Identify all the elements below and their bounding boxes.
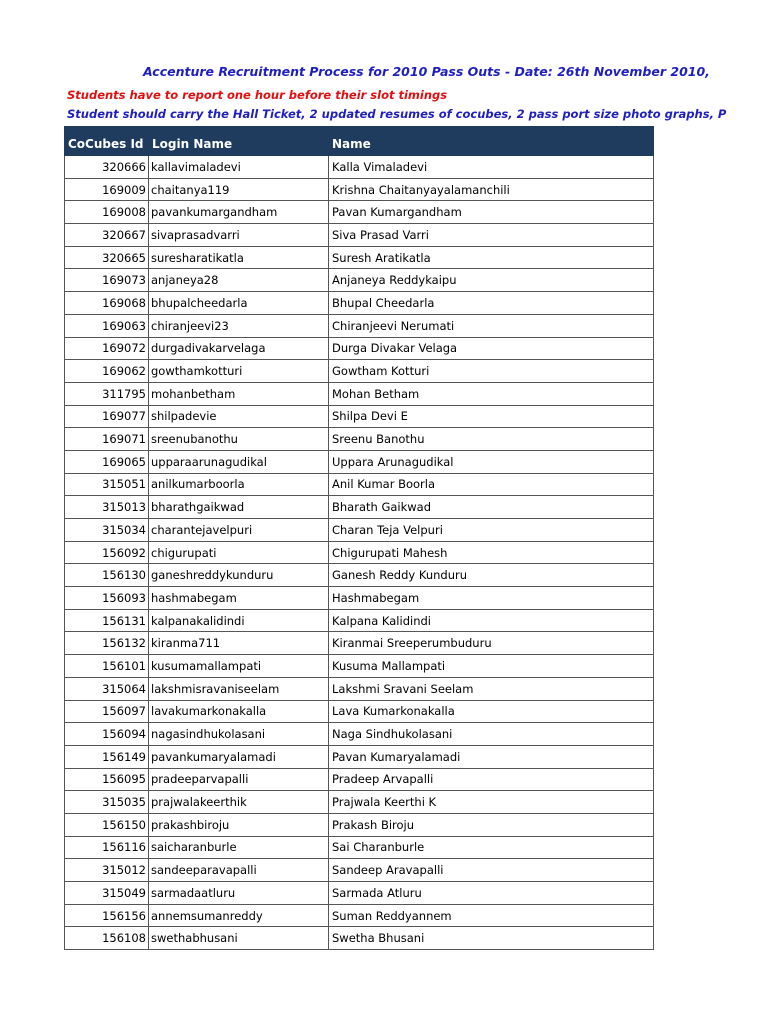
login-name-cell: nagasindhukolasani [149,723,329,746]
name-cell: Sreenu Banothu [329,428,654,451]
name-cell: Shilpa Devi E [329,405,654,428]
name-cell: Gowtham Kotturi [329,360,654,383]
cocubes-id-cell: 156095 [65,768,149,791]
table-row [65,246,654,269]
cocubes-id-cell: 320667 [65,224,149,247]
name-cell: Hashmabegam [329,587,654,610]
login-name-cell: bhupalcheedarla [149,292,329,315]
cocubes-id-cell: 156116 [65,836,149,859]
cocubes-id-cell: 169071 [65,428,149,451]
table-row [65,768,654,791]
name-cell: Naga Sindhukolasani [329,723,654,746]
table-row [65,882,654,905]
cocubes-id-cell: 169008 [65,201,149,224]
name-cell: Lakshmi Sravani Seelam [329,677,654,700]
login-name-cell: anilkumarboorla [149,473,329,496]
table-row [65,201,654,224]
cocubes-id-cell: 156097 [65,700,149,723]
cocubes-id-cell: 156130 [65,564,149,587]
name-cell: Chiranjeevi Nerumati [329,314,654,337]
login-name-cell: sivaprasadvarri [149,224,329,247]
name-cell: Durga Divakar Velaga [329,337,654,360]
table-row [65,745,654,768]
table-row [65,904,654,927]
login-name-cell: kalpanakalidindi [149,609,329,632]
login-name-cell: pradeeparvapalli [149,768,329,791]
cocubes-id-cell: 169072 [65,337,149,360]
name-cell: Sandeep Aravapalli [329,859,654,882]
table-header-row [65,127,654,156]
table-row [65,632,654,655]
table-row [65,927,654,950]
login-name-cell: ganeshreddykunduru [149,564,329,587]
login-name-cell: kusumamallampati [149,655,329,678]
column-header-login-name: Login Name [149,127,329,156]
name-cell: Sarmada Atluru [329,882,654,905]
login-name-cell: chigurupati [149,541,329,564]
name-cell: Bharath Gaikwad [329,496,654,519]
table-row [65,813,654,836]
login-name-cell: charantejavelpuri [149,519,329,542]
table-row [65,292,654,315]
cocubes-id-cell: 156132 [65,632,149,655]
login-name-cell: mohanbetham [149,382,329,405]
cocubes-id-cell: 156156 [65,904,149,927]
cocubes-id-cell: 156149 [65,745,149,768]
table-row [65,496,654,519]
login-name-cell: pavankumaryalamadi [149,745,329,768]
table-row [65,700,654,723]
table-row [65,269,654,292]
cocubes-id-cell: 156093 [65,587,149,610]
login-name-cell: anjaneya28 [149,269,329,292]
table-row [65,360,654,383]
cocubes-id-cell: 315049 [65,882,149,905]
cocubes-id-cell: 156131 [65,609,149,632]
documents-note: Student should carry the Hall Ticket, 2 updated resumes of cocubes, 2 pass port size photo graphs, P [67,107,727,121]
table-row [65,337,654,360]
name-cell: Pradeep Arvapalli [329,768,654,791]
table-row [65,405,654,428]
table-row [65,564,654,587]
table-row [65,428,654,451]
table-row [65,178,654,201]
table-row [65,314,654,337]
login-name-cell: durgadivakarvelaga [149,337,329,360]
table-row [65,382,654,405]
login-name-cell: kallavimaladevi [149,156,329,179]
login-name-cell: lavakumarkonakalla [149,700,329,723]
name-cell: Pavan Kumaryalamadi [329,745,654,768]
cocubes-id-cell: 315035 [65,791,149,814]
cocubes-id-cell: 311795 [65,382,149,405]
table-row [65,541,654,564]
name-cell: Chigurupati Mahesh [329,541,654,564]
cocubes-id-cell: 156094 [65,723,149,746]
login-name-cell: suresharatikatla [149,246,329,269]
table-row [65,587,654,610]
cocubes-id-cell: 315064 [65,677,149,700]
name-cell: Mohan Betham [329,382,654,405]
cocubes-id-cell: 169062 [65,360,149,383]
name-cell: Uppara Arunagudikal [329,450,654,473]
cocubes-id-cell: 156108 [65,927,149,950]
login-name-cell: swethabhusani [149,927,329,950]
name-cell: Kalla Vimaladevi [329,156,654,179]
login-name-cell: hashmabegam [149,587,329,610]
table-row [65,791,654,814]
cocubes-id-cell: 315013 [65,496,149,519]
name-cell: Krishna Chaitanyayalamanchili [329,178,654,201]
cocubes-id-cell: 315034 [65,519,149,542]
column-header-name: Name [329,127,654,156]
login-name-cell: sreenubanothu [149,428,329,451]
login-name-cell: shilpadevie [149,405,329,428]
table-row [65,609,654,632]
table-row [65,677,654,700]
report-time-note: Students have to report one hour before their slot timings [67,88,448,102]
table-row [65,473,654,496]
cocubes-id-cell: 156092 [65,541,149,564]
login-name-cell: upparaarunagudikal [149,450,329,473]
table-row [65,156,654,179]
cocubes-id-cell: 169009 [65,178,149,201]
name-cell: Kusuma Mallampati [329,655,654,678]
login-name-cell: pavankumargandham [149,201,329,224]
login-name-cell: kiranma711 [149,632,329,655]
name-cell: Suresh Aratikatla [329,246,654,269]
table-row [65,450,654,473]
page-title: Accenture Recruitment Process for 2010 Pass Outs - Date: 26th November 2010, [143,64,710,79]
table-row [65,655,654,678]
name-cell: Lava Kumarkonakalla [329,700,654,723]
table-row [65,723,654,746]
cocubes-id-cell: 169063 [65,314,149,337]
login-name-cell: annemsumanreddy [149,904,329,927]
name-cell: Anjaneya Reddykaipu [329,269,654,292]
candidate-table [64,126,654,950]
name-cell: Pavan Kumargandham [329,201,654,224]
name-cell: Bhupal Cheedarla [329,292,654,315]
name-cell: Prajwala Keerthi K [329,791,654,814]
login-name-cell: chaitanya119 [149,178,329,201]
login-name-cell: lakshmisravaniseelam [149,677,329,700]
cocubes-id-cell: 315051 [65,473,149,496]
name-cell: Kiranmai Sreeperumbuduru [329,632,654,655]
cocubes-id-cell: 320665 [65,246,149,269]
cocubes-id-cell: 320666 [65,156,149,179]
cocubes-id-cell: 169065 [65,450,149,473]
column-header-cocubes-id: CoCubes Id [65,127,149,156]
table-row [65,224,654,247]
table-row [65,519,654,542]
table-row [65,836,654,859]
login-name-cell: sandeeparavapalli [149,859,329,882]
cocubes-id-cell: 169077 [65,405,149,428]
cocubes-id-cell: 156101 [65,655,149,678]
login-name-cell: chiranjeevi23 [149,314,329,337]
name-cell: Ganesh Reddy Kunduru [329,564,654,587]
name-cell: Suman Reddyannem [329,904,654,927]
login-name-cell: prakashbiroju [149,813,329,836]
name-cell: Swetha Bhusani [329,927,654,950]
login-name-cell: gowthamkotturi [149,360,329,383]
login-name-cell: sarmadaatluru [149,882,329,905]
login-name-cell: saicharanburle [149,836,329,859]
name-cell: Prakash Biroju [329,813,654,836]
name-cell: Anil Kumar Boorla [329,473,654,496]
name-cell: Siva Prasad Varri [329,224,654,247]
cocubes-id-cell: 315012 [65,859,149,882]
login-name-cell: bharathgaikwad [149,496,329,519]
name-cell: Charan Teja Velpuri [329,519,654,542]
login-name-cell: prajwalakeerthik [149,791,329,814]
name-cell: Sai Charanburle [329,836,654,859]
cocubes-id-cell: 156150 [65,813,149,836]
name-cell: Kalpana Kalidindi [329,609,654,632]
cocubes-id-cell: 169068 [65,292,149,315]
table-row [65,859,654,882]
cocubes-id-cell: 169073 [65,269,149,292]
